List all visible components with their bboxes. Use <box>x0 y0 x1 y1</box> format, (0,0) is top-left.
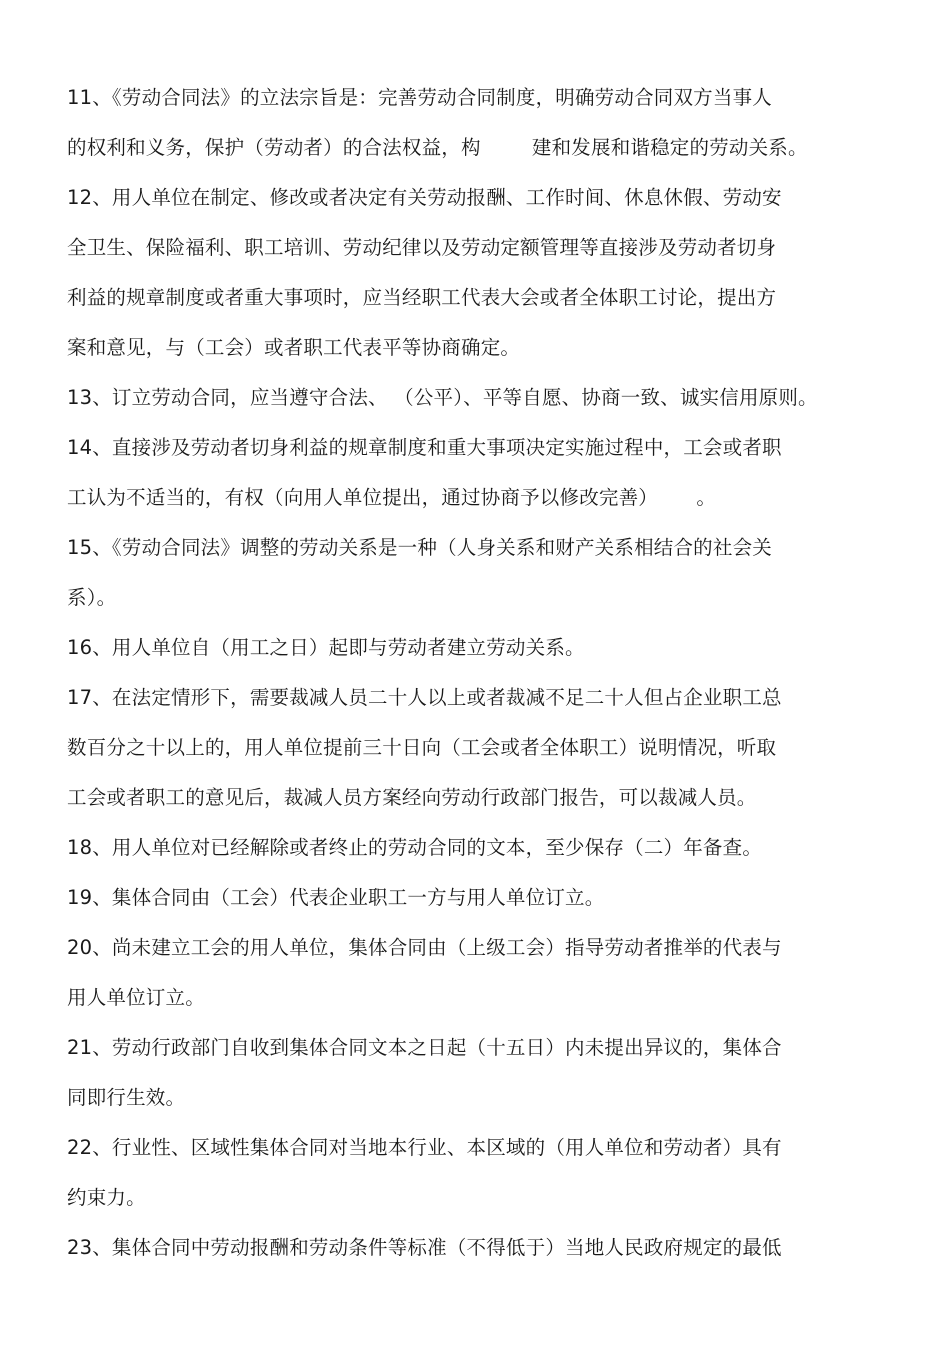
text-line: 工认为不适当的，有权（向用人单位提出，通过协商予以修改完善） 。 <box>67 486 717 509</box>
text-line: 11、《劳动合同法》的立法宗旨是：完善劳动合同制度，明确劳动合同双方当事人 <box>67 86 772 109</box>
text-line: 全卫生、保险福利、职工培训、劳动纪律以及劳动定额管理等直接涉及劳动者切身 <box>67 236 777 259</box>
text-line: 23、集体合同中劳动报酬和劳动条件等标准（不得低于）当地人民政府规定的最低 <box>67 1236 782 1259</box>
text-line: 系）。 <box>67 586 117 609</box>
text-line: 18、用人单位对已经解除或者终止的劳动合同的文本，至少保存（二）年备查。 <box>67 836 763 859</box>
text-line: 案和意见，与（工会）或者职工代表平等协商确定。 <box>67 336 521 359</box>
text-line: 15、《劳动合同法》调整的劳动关系是一种（人身关系和财产关系相结合的社会关 <box>67 536 772 559</box>
text-line: 16、用人单位自（用工之日）起即与劳动者建立劳动关系。 <box>67 636 585 659</box>
text-line: 13、订立劳动合同，应当遵守合法、 （公平）、平等自愿、协商一致、诚实信用原则。 <box>67 386 818 409</box>
text-line: 14、直接涉及劳动者切身利益的规章制度和重大事项决定实施过程中，工会或者职 <box>67 436 782 459</box>
text-line: 12、用人单位在制定、修改或者决定有关劳动报酬、工作时间、休息休假、劳动安 <box>67 186 782 209</box>
text-line: 22、行业性、区域性集体合同对当地本行业、本区域的（用人单位和劳动者）具有 <box>67 1136 782 1159</box>
text-line: 工会或者职工的意见后，裁减人员方案经向劳动行政部门报告，可以裁减人员。 <box>67 786 757 809</box>
text-line: 20、尚未建立工会的用人单位，集体合同由（上级工会）指导劳动者推举的代表与 <box>67 936 782 959</box>
text-line: 19、集体合同由（工会）代表企业职工一方与用人单位订立。 <box>67 886 605 909</box>
text-line: 数百分之十以上的，用人单位提前三十日向（工会或者全体职工）说明情况，听取 <box>67 736 777 759</box>
text-line: 同即行生效。 <box>67 1086 186 1109</box>
text-line: 用人单位订立。 <box>67 986 205 1009</box>
text-line: 17、在法定情形下，需要裁减人员二十人以上或者裁减不足二十人但占企业职工总 <box>67 686 782 709</box>
text-line: 21、劳动行政部门自收到集体合同文本之日起（十五日）内未提出异议的，集体合 <box>67 1036 782 1059</box>
text-line: 约束力。 <box>67 1186 146 1209</box>
text-line: 的权利和义务，保护（劳动者）的合法权益，构 建和发展和谐稳定的劳动关系。 <box>67 136 808 159</box>
text-line: 利益的规章制度或者重大事项时，应当经职工代表大会或者全体职工讨论，提出方 <box>67 286 777 309</box>
